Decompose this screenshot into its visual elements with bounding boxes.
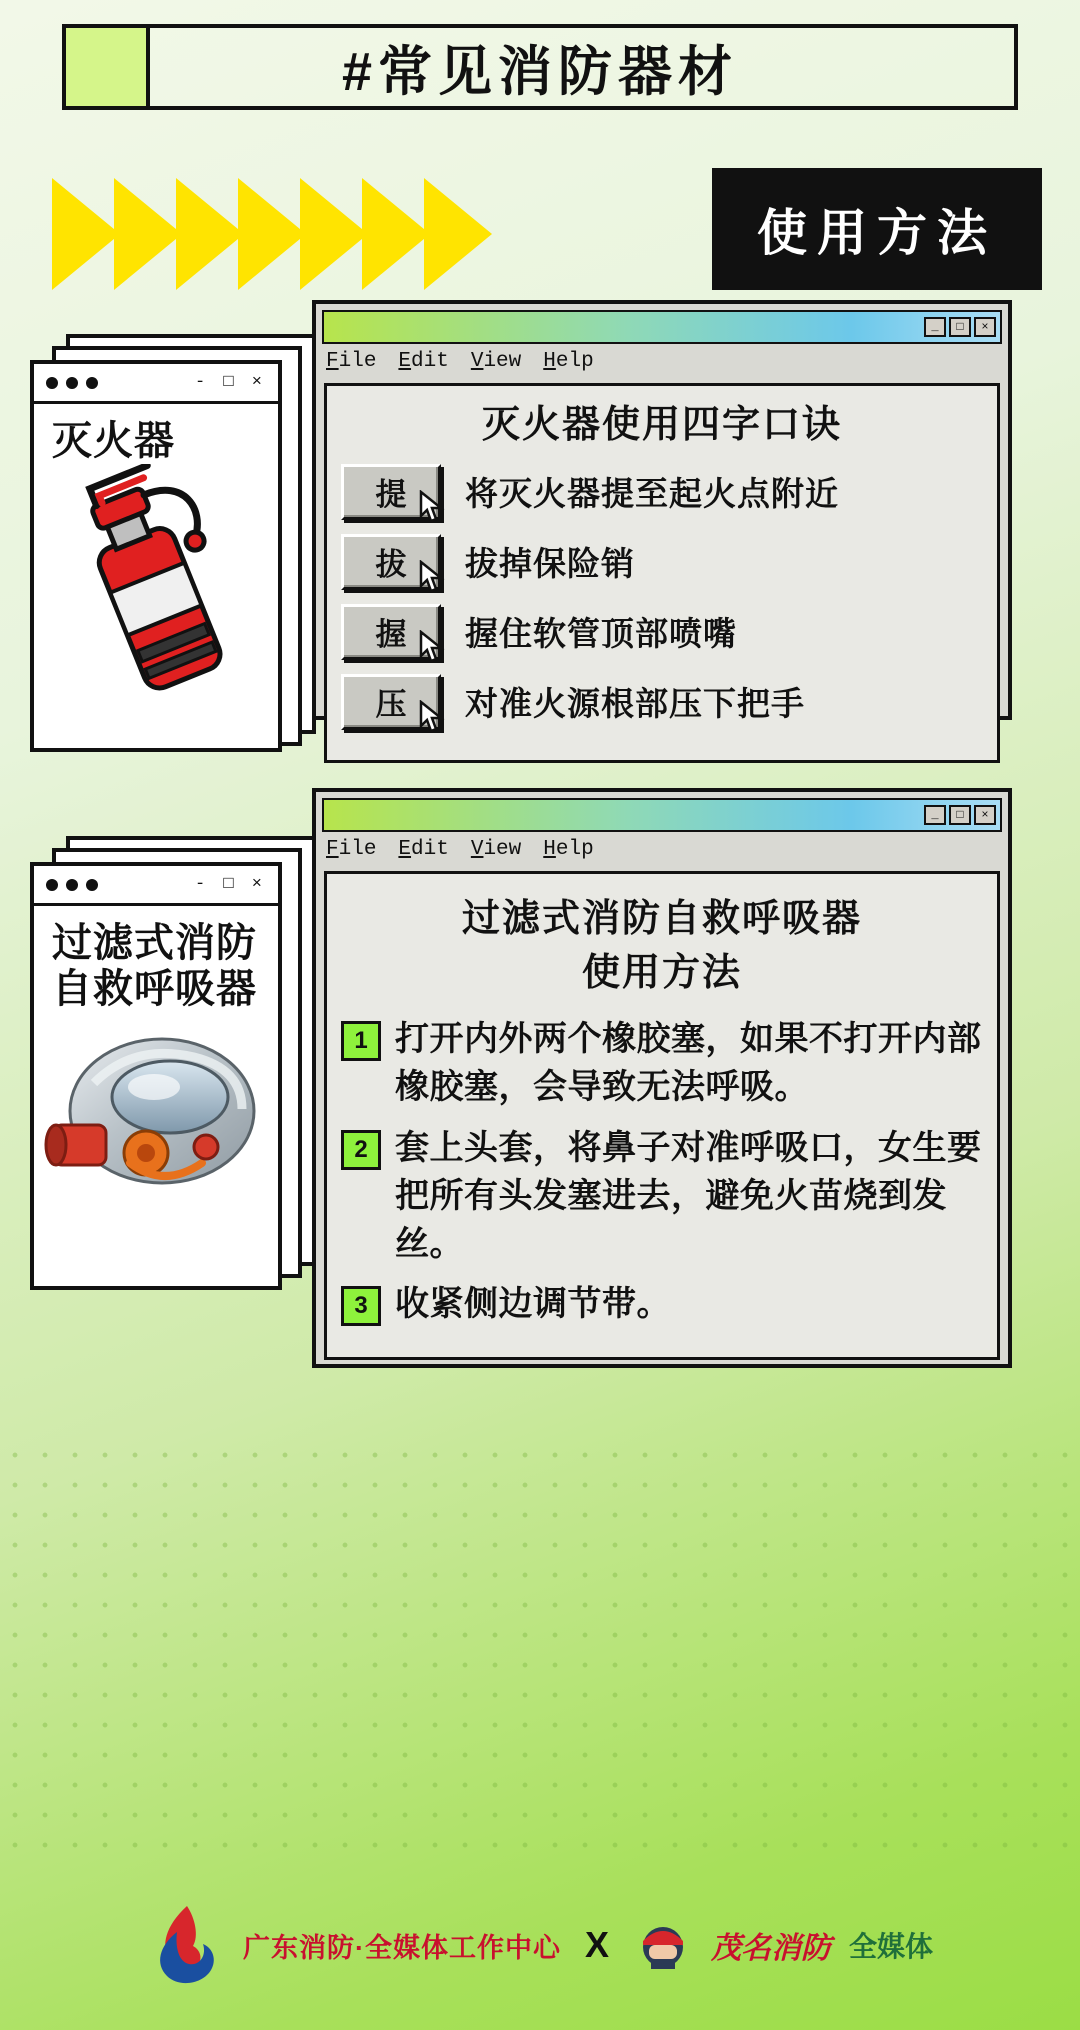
arrow-decoration	[52, 178, 632, 290]
card-titlebar	[34, 866, 278, 906]
card-label-extinguisher: 灭火器	[52, 419, 175, 463]
window-controls[interactable]: - □ ×	[194, 373, 266, 392]
maximize-button[interactable]: □	[949, 317, 971, 337]
menu-item-edit[interactable]: Edit	[398, 350, 449, 373]
header-title-box	[62, 24, 1018, 110]
window-titlebar[interactable]	[322, 798, 1002, 832]
method-banner-label: 使用方法	[757, 205, 997, 261]
window-controls[interactable]: - □ ×	[194, 875, 266, 894]
dot-icon	[46, 879, 58, 891]
dot-pattern-decoration	[0, 1440, 1080, 1860]
menu-item-help[interactable]: Help	[543, 350, 594, 373]
card-stack-extinguisher	[30, 340, 320, 760]
step-text: 对准火源根部压下把手	[465, 685, 805, 722]
arrow-icon	[114, 178, 182, 290]
list-item-text: 打开内外两个橡胶塞，如果不打开内部橡胶塞，会导致无法呼吸。	[395, 1020, 982, 1107]
list-item	[341, 1280, 983, 1328]
content-heading: 灭火器使用四字口诀	[481, 404, 842, 446]
arrow-icon	[238, 178, 306, 290]
brand-right-label-2: 全媒体	[849, 1931, 934, 1962]
menu-item-view[interactable]: View	[470, 350, 522, 373]
arrow-icon	[52, 178, 120, 290]
card-titlebar	[34, 364, 278, 404]
card-respirator[interactable]	[30, 862, 282, 1290]
step-key-button[interactable]: 拔	[341, 534, 441, 590]
arrow-icon	[300, 178, 368, 290]
dot-icon	[86, 377, 98, 389]
step-key-button[interactable]: 提	[341, 464, 441, 520]
list-item	[341, 1124, 983, 1269]
close-button[interactable]: ×	[974, 805, 996, 825]
maximize-button[interactable]: □	[949, 805, 971, 825]
step-key-button[interactable]: 握	[341, 604, 441, 660]
arrow-icon	[176, 178, 244, 290]
page-title: #常见消防器材	[341, 41, 739, 102]
content-heading-line1: 过滤式消防自救呼吸器	[461, 898, 862, 940]
step-row	[341, 534, 983, 590]
list-number-badge: 2	[341, 1130, 381, 1170]
step-row	[341, 674, 983, 730]
guangdong-fire-logo-icon	[147, 1902, 225, 1988]
minimize-button[interactable]: _	[924, 805, 946, 825]
minimize-button[interactable]: _	[924, 317, 946, 337]
dot-icon	[46, 377, 58, 389]
step-row	[341, 464, 983, 520]
window-respirator-steps[interactable]	[312, 788, 1012, 1368]
step-text: 将灭火器提至起火点附近	[465, 475, 839, 512]
list-item-text: 套上头套，将鼻子对准呼吸口，女生要把所有头发塞进去，避免火苗烧到发丝。	[395, 1128, 982, 1264]
step-row	[341, 604, 983, 660]
window-content	[324, 383, 1000, 763]
footer	[0, 1860, 1080, 2030]
step-text: 握住软管顶部喷嘴	[465, 615, 737, 652]
arrow-icon	[424, 178, 492, 290]
window-dots	[46, 879, 98, 891]
menu-bar[interactable]	[326, 838, 1000, 867]
dot-icon	[66, 879, 78, 891]
content-heading-line2: 使用方法	[581, 951, 742, 994]
list-item	[341, 1015, 983, 1112]
card-label-respirator-line2: 自救呼吸器	[52, 967, 257, 1012]
card-extinguisher[interactable]	[30, 360, 282, 752]
brand-right-label-1: 茂名消防	[711, 1932, 831, 1965]
method-banner	[712, 168, 1042, 290]
card-stack-respirator	[30, 840, 330, 1320]
list-number-badge: 1	[341, 1021, 381, 1061]
dot-icon	[86, 879, 98, 891]
brand-left-label: 广东消防·全媒体工作中心	[242, 1932, 561, 1963]
window-titlebar[interactable]	[322, 310, 1002, 344]
list-number-badge: 3	[341, 1286, 381, 1326]
step-key-button[interactable]: 压	[341, 674, 441, 730]
menu-item-file[interactable]: File	[326, 838, 377, 861]
step-text: 拔掉保险销	[465, 545, 635, 582]
respirator-illustration	[34, 1013, 278, 1228]
menu-item-view[interactable]: View	[470, 838, 522, 861]
dot-icon	[66, 377, 78, 389]
window-buttons[interactable]	[924, 805, 996, 825]
window-content	[324, 871, 1000, 1360]
card-label-respirator-line1: 过滤式消防	[52, 921, 257, 965]
window-dots	[46, 377, 98, 389]
header	[62, 24, 1018, 110]
window-extinguisher-steps[interactable]	[312, 300, 1012, 720]
firefighter-avatar-icon	[633, 1915, 693, 1975]
arrow-icon	[362, 178, 430, 290]
menu-item-help[interactable]: Help	[543, 838, 594, 861]
window-buttons[interactable]	[924, 317, 996, 337]
list-item-text: 收紧侧边调节带。	[395, 1285, 671, 1324]
brand-separator: X	[584, 1924, 609, 1965]
fire-extinguisher-illustration	[34, 464, 278, 714]
menu-bar[interactable]	[326, 350, 1000, 379]
menu-item-file[interactable]: File	[326, 350, 377, 373]
menu-item-edit[interactable]: Edit	[398, 838, 449, 861]
close-button[interactable]: ×	[974, 317, 996, 337]
